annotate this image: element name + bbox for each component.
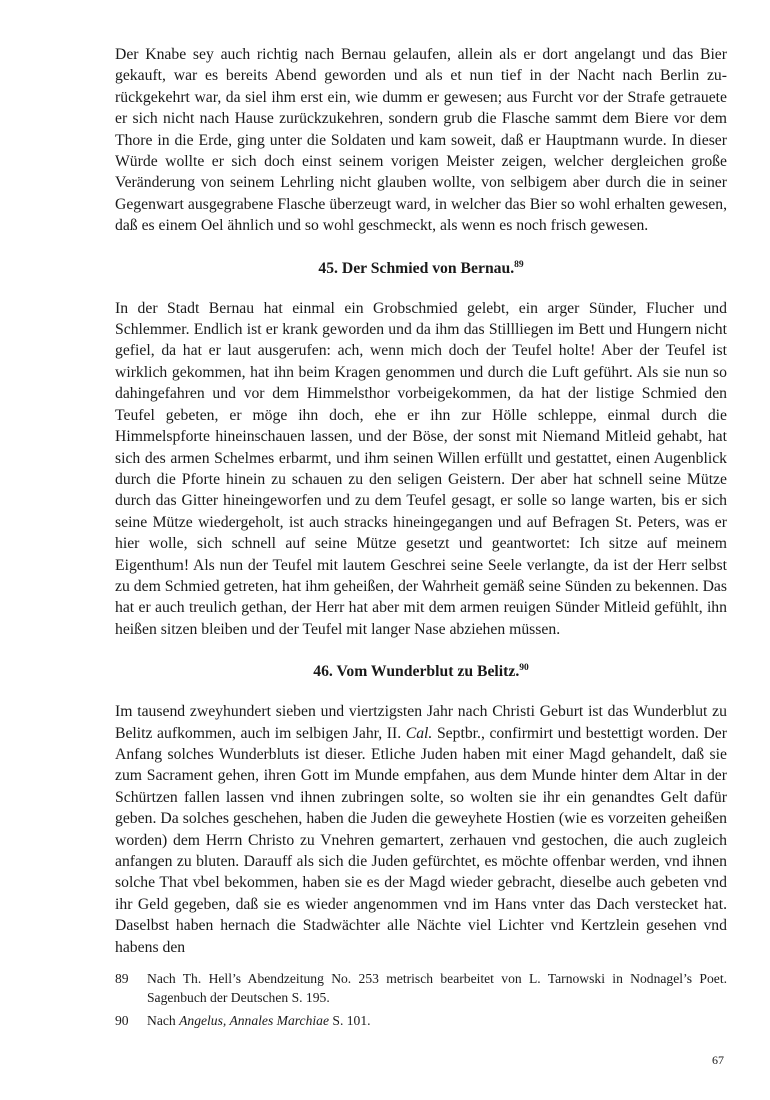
section-heading-46 (115, 661, 727, 682)
footnote-text: Nach Th. Hell’s Abendzeitung No. 253 metrisch bearbeitet von L. Tarnowski in Nodnagel’s Poet. Sagenbuch der Deutschen S. 195. (147, 971, 727, 1005)
main-text (115, 44, 727, 958)
section-text-46 (115, 701, 727, 958)
section-title-45: 45. Der Schmied von Bernau. (318, 259, 515, 277)
footnote-italic-source: Angelus, Annales Marchiae (179, 1013, 329, 1028)
footnote-90 (115, 1012, 727, 1031)
section-text-46-part1: Im tausend zweyhundert sieben und viertzigsten Jahr nach Christi Geburt ist das Wunderblut zu Belitz aufkommen, auch im selbigen Jahr, II. (115, 703, 727, 742)
footnote-prefix: Nach (147, 1013, 180, 1028)
section-text-45: In der Stadt Bernau hat einmal ein Grobschmied gelebt, ein arger Sünder, Flucher und Schlemmer. Endlich ist er krank geworden und da ihm das Stillliegen im Bett und Hungern nicht gefiel, da hat er laut ausgerufen: ach, wenn mich doch der Teufel holte! Aber der Teufel ist wirklich gekommen, hat ihn beim Kragen genommen und durch die Luft geführt. Als sie nun so dahingefahren und vor dem Himmelsthor vorbeigekommen, da hat der listige Schmied den Teufel gebeten, er möge ihn doch, ehe er ihn zur Hölle schleppe, einmal durch die Himmelspforte hineinschauen lassen, und der Böse, der sonst mit Niemand Mitleid gehabt, hat sich des armen Schelmes erbarmt, und ihm seinen Willen erfüllt und gestattet, einen Augenblick durch die Pforte hinein zu schauen zu den seligen Geistern. Der aber hat schnell seine Mütze durch das Gitter hineingeworfen und zu dem Teufel gesagt, er solle so lange warten, bis er sich seine Mütze wiedergeholt, ist auch stracks hineingegangen und auf Befragen St. Peters, was er hier wolle, sich schnell auf seine Mütze gesetzt und geantwortet: Ich sitze auf meinem Eigenthum! Als nun der Teufel mit lautem Geschrei seine Seele verlangte, da ist der Herr selbst zu dem Schmied getreten, hat ihm geheißen, der Wahrheit gemäß seine Sünden zu bekennen. Das hat er auch treulich gethan, der Herr hat aber mit dem armen reuigen Sünder Mitleid gefühlt, ihn heißen sitzen bleiben und der Teufel mit langer Nase abziehen müssen. (115, 299, 727, 638)
section-text-46-italic: Cal. (405, 724, 433, 742)
section-text-46-part2: Septbr., confirmirt und bestettigt worden. Der Anfang solches Wunderbluts ist dieser. Etliche Juden haben mit einer Magd gehandelt, daß sie zum Sacrament gehen, ihren Gott im Munde empfahen, aus dem Munde hinter dem Altar in der Schürtzen fallen lassen vnd ihnen zubringen solte, so wolten sie ihr ein genandtes Gelt dafür geben. Da solches geschehen, haben die Juden die geweyhete Hostien (wie es vorzeiten geheißen worden) dem Herrn Christo zu Vnehren gemartert, zerhauen vnd gestochen, die auch zugleich anfangen zu bluten. Darauff als sich die Juden gefürchtet, es möchte offenbar werden, vnd ihnen solche That vbel bekommen, haben sie es der Magd wieder gebracht, dieselbe auch gebeten vnd ihr Geld gegeben, daß sie es wieder angenommen vnd im Hans vnter das Dach verstecket hat. Daselbst haben hernach die Stadwächter alle Nächte viel Lichter vnd Kertzlein gesehen vnd habens den (115, 724, 727, 956)
page-number: 67 (712, 1053, 724, 1067)
footnote-number: 89 (115, 971, 129, 986)
footnote-suffix: S. 101. (328, 1013, 371, 1028)
footnotes (115, 970, 727, 1036)
paragraph-continuation: Der Knabe sey auch richtig nach Bernau gelaufen, allein als er dort angelangt und das Bier gekauft, war es bereits Abend geworden und als et nun tief in der Nacht nach Berlin zurückgekehrt war, da siel ihm erst ein, wie dumm er gewesen; aus Furcht vor der Strafe getrauete er sich nicht nach Hause zurückzukehren, sondern grub die Flasche sammt dem Biere vor dem Thore in die Erde, ging unter die Soldaten und kam soweit, daß er Hauptmann wurde. In dieser Würde wollte er sich doch einst seinem vorigen Meister zeigen, welcher dergleichen große Veränderung von seinem Lehrling nicht glauben wollte, von selbigem aber durch die in seiner Gegenwart ausgegrabene Flasche überzeugt ward, in welcher das Bier so wohl erhalten gewesen, daß es einem Oel ähnlich und so wohl geschmeckt, als wenn es noch frisch gewesen. (115, 46, 727, 235)
footnote-ref-90[interactable]: 90 (519, 663, 529, 674)
footnote-89 (115, 970, 727, 1007)
footnote-ref-89[interactable]: 89 (514, 259, 524, 270)
footnote-text (147, 1012, 727, 1031)
footnote-number: 90 (115, 1013, 129, 1028)
section-title-46: 46. Vom Wunderblut zu Belitz. (313, 663, 520, 681)
section-heading-45 (115, 258, 727, 279)
